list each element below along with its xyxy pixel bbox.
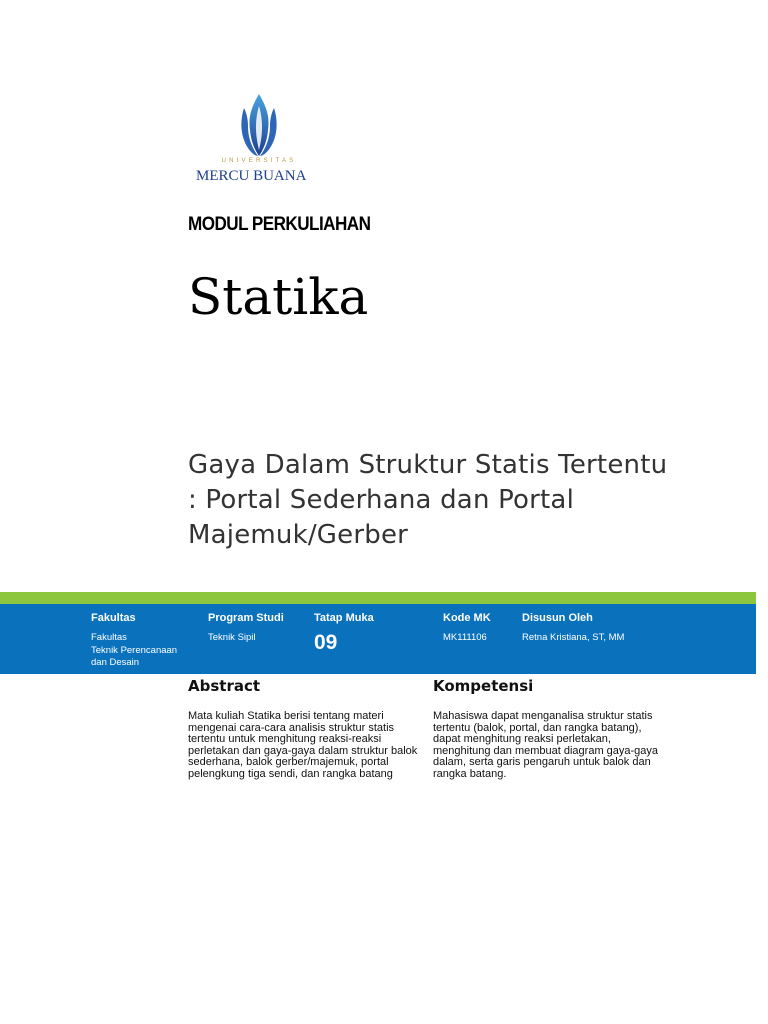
kompetensi-heading: Kompetensi — [433, 677, 534, 695]
kode-mk-value: MK111106 — [443, 632, 487, 643]
program-studi-value: Teknik Sipil — [208, 632, 256, 643]
mercu-buana-emblem-icon — [236, 92, 282, 158]
university-name: MERCU BUANA — [196, 168, 307, 184]
kompetensi-body: Mahasiswa dapat menganalisa struktur statis tertentu (balok, portal, dan rangka batang), dapat menghitung reaksi perletakan, menghitung dan membuat diagram gaya-gaya dalam, serta garis pengaruh untuk balok dan rangka batang. — [433, 710, 659, 780]
abstract-heading: Abstract — [188, 677, 261, 695]
header-disusun-oleh: Disusun Oleh — [522, 612, 593, 624]
fakultas-line-1: Fakultas — [91, 632, 127, 643]
abstract-body: Mata kuliah Statika berisi tentang materi mengenai cara-cara analisis struktur statis tertentu untuk menghitung reaksi-reaksi perletakan dan gaya-gaya dalam struktur balok sederhana, balok gerber/majemuk, portal pelengkung tiga sendi, dan rangka batang — [188, 710, 418, 780]
module-kicker: MODUL PERKULIAHAN — [188, 214, 371, 235]
document-subtitle: Gaya Dalam Struktur Statis Tertentu : Portal Sederhana dan Portal Majemuk/Gerber — [188, 450, 668, 550]
header-program-studi: Program Studi — [208, 612, 284, 624]
university-logo — [190, 88, 328, 196]
header-fakultas: Fakultas — [91, 612, 136, 624]
header-kode-mk: Kode MK — [443, 612, 491, 624]
tatap-muka-value: 09 — [314, 631, 338, 654]
fakultas-line-2: Teknik Perencanaan — [91, 644, 178, 656]
header-tatap-muka: Tatap Muka — [314, 612, 374, 624]
fakultas-line-3: dan Desain — [91, 657, 140, 668]
green-band — [0, 592, 756, 604]
document-title: Statika — [188, 268, 369, 326]
university-label: UNIVERSITAS — [221, 158, 297, 164]
disusun-oleh-value: Retna Kristiana, ST, MM — [522, 632, 625, 643]
fakultas-value — [91, 632, 177, 670]
